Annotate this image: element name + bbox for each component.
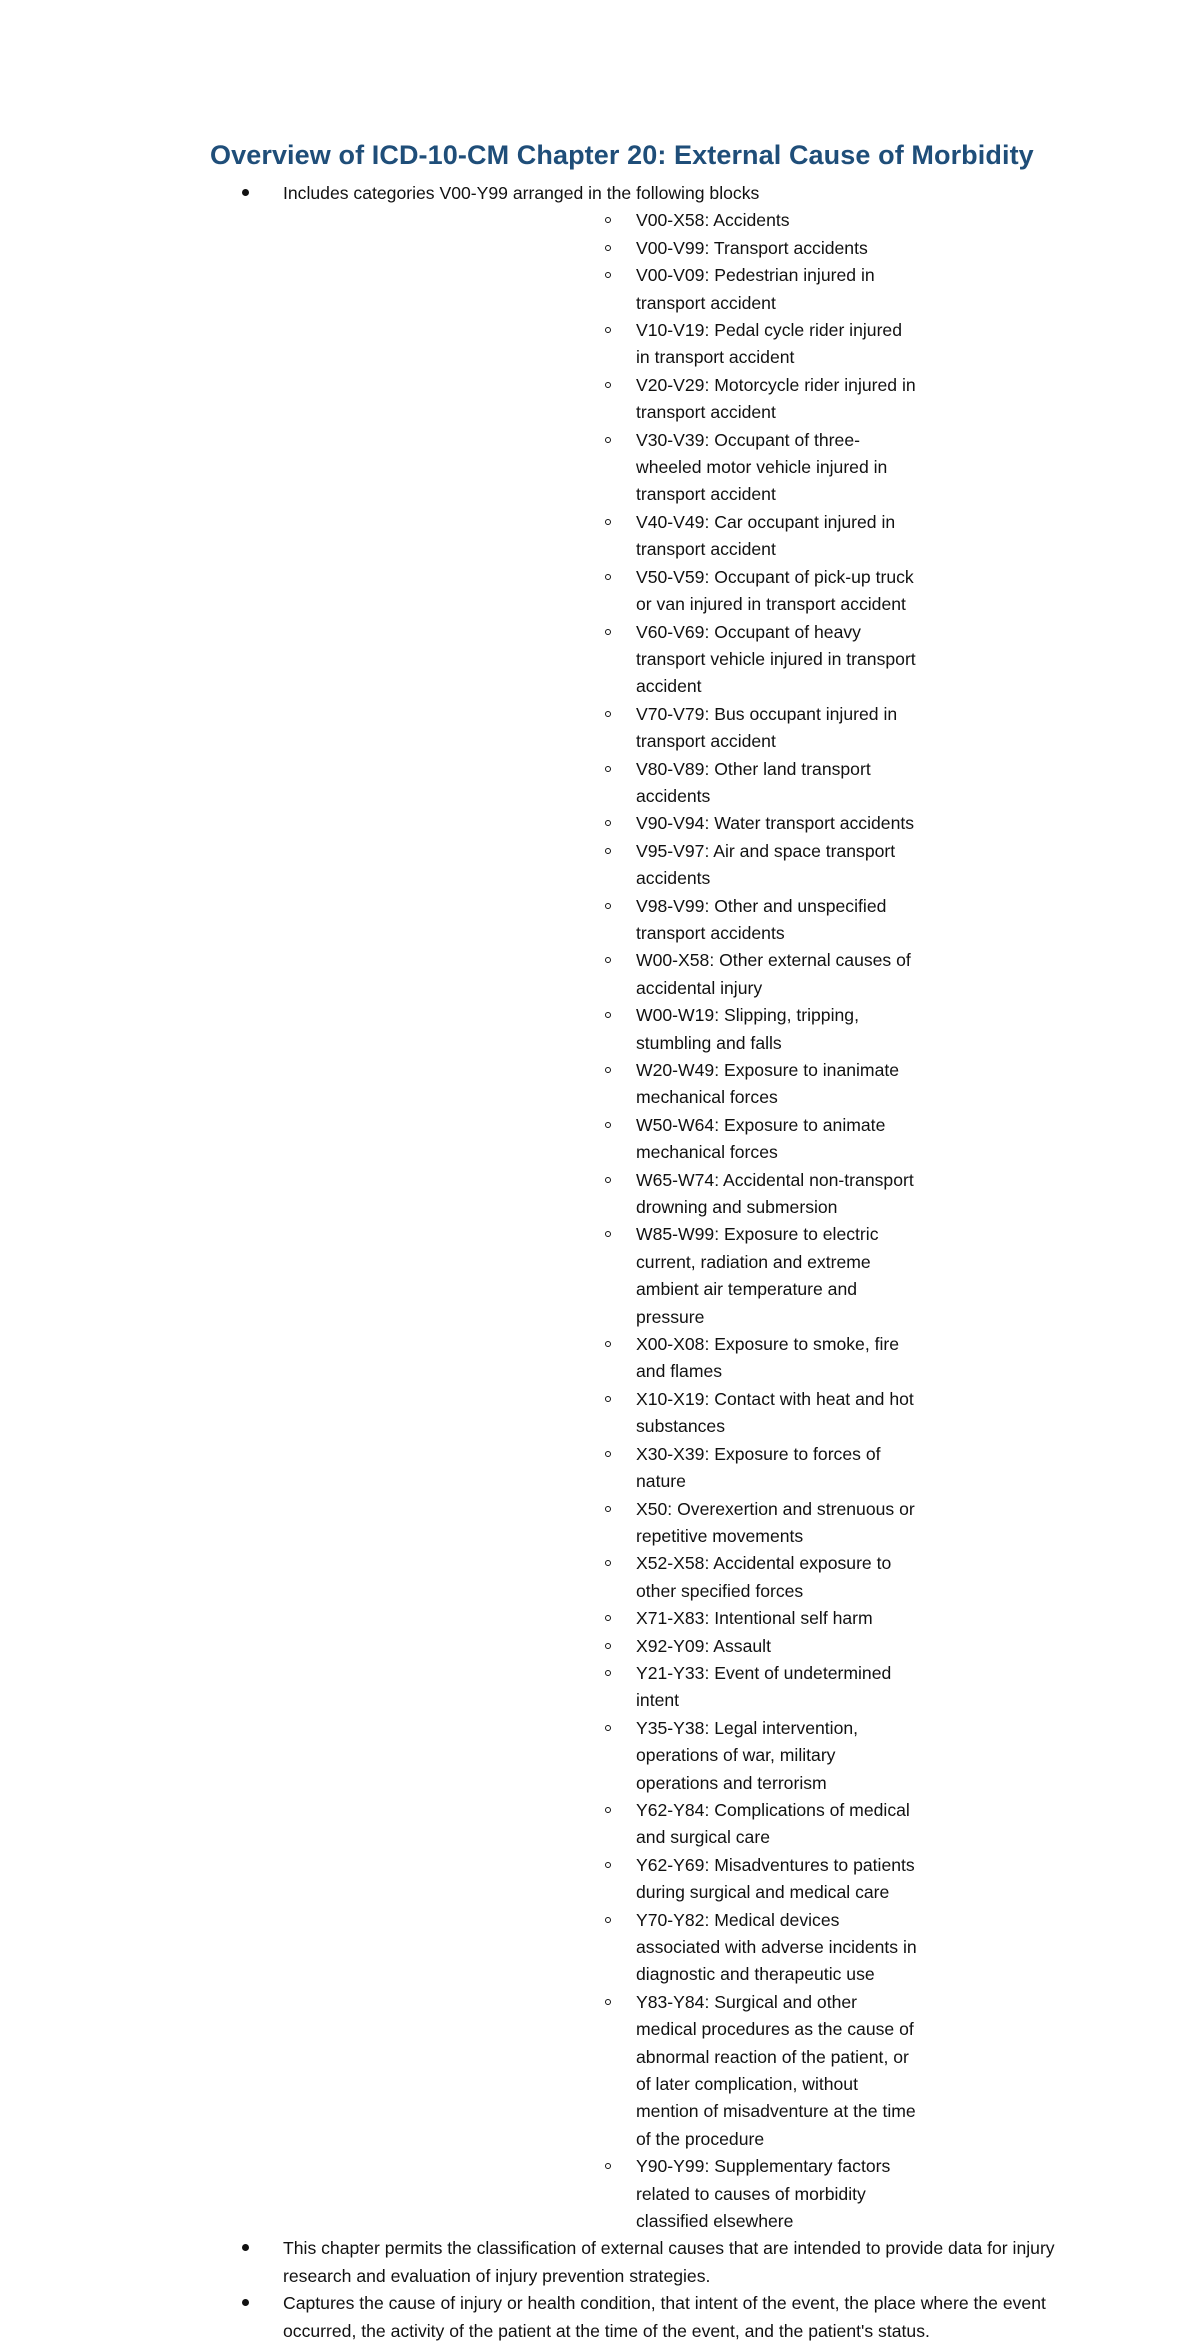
block-text: X92-Y09: Assault (636, 1635, 771, 1656)
bullet-icon (242, 2299, 249, 2306)
block-text: X52-X58: Accidental exposure to other specified forces (636, 1553, 892, 1601)
block-text: X10-X19: Contact with heat and hot substances (636, 1388, 914, 1437)
block-item (283, 317, 1060, 372)
block-item (283, 262, 1060, 317)
block-text: Y70-Y82: Medical devices associated with adverse incidents in diagnostic and therapeutic use (636, 1909, 917, 1985)
block-item (283, 947, 1060, 1002)
bullet-text: This chapter permits the classification of external causes that are intended to provide data for injury research and evaluation of injury prevention strategies. (283, 2238, 1055, 2286)
block-text: V70-V79: Bus occupant injured in transport accident (636, 703, 898, 752)
circle-bullet-icon (605, 1177, 611, 1183)
block-text: X50: Overexertion and strenuous or repetitive movements (636, 1498, 915, 1546)
block-text: Y35-Y38: Legal intervention, operations of war, military operations and terrorism (636, 1717, 859, 1793)
circle-bullet-icon (605, 629, 611, 635)
block-item (283, 1852, 1060, 1907)
block-item (283, 1331, 1060, 1386)
block-item (283, 1496, 1060, 1551)
block-text: V50-V59: Occupant of pick-up truck or van injured in transport accident (636, 566, 914, 615)
bullet-text: Captures the cause of injury or health condition, that intent of the event, the place where the event occurred, the activity of the patient at the time of the event, and the patient's status. (283, 2293, 1046, 2341)
block-text: Y62-Y69: Misadventures to patients during surgical and medical care (636, 1854, 915, 1903)
circle-bullet-icon (605, 1506, 611, 1512)
block-item (283, 427, 1060, 509)
block-text: W00-W19: Slipping, tripping, stumbling and falls (636, 1005, 859, 1053)
block-text: V30-V39: Occupant of three-wheeled motor vehicle injured in transport accident (636, 429, 888, 505)
circle-bullet-icon (605, 957, 611, 963)
block-item (283, 1112, 1060, 1167)
circle-bullet-icon (605, 437, 611, 443)
circle-bullet-icon (605, 519, 611, 525)
bullet-list (0, 180, 1200, 2345)
block-text: Y21-Y33: Event of undetermined intent (636, 1662, 892, 1711)
block-text: V20-V29: Motorcycle rider injured in transport accident (636, 374, 916, 423)
circle-bullet-icon (605, 382, 611, 388)
circle-bullet-icon (605, 1670, 611, 1676)
bullet-item (0, 180, 1200, 2235)
block-text: W00-X58: Other external causes of accidental injury (636, 950, 911, 998)
block-item (283, 838, 1060, 893)
block-item (283, 756, 1060, 811)
block-item (283, 701, 1060, 756)
bullet-icon (242, 2244, 249, 2251)
block-text: V40-V49: Car occupant injured in transport accident (636, 511, 896, 560)
circle-bullet-icon (605, 1012, 611, 1018)
circle-bullet-icon (605, 1560, 611, 1566)
block-item (283, 1167, 1060, 1222)
block-item (283, 1386, 1060, 1441)
circle-bullet-icon (605, 245, 611, 251)
block-text: W20-W49: Exposure to inanimate mechanical forces (636, 1060, 900, 1108)
block-text: X00-X08: Exposure to smoke, fire and flames (636, 1334, 900, 1382)
circle-bullet-icon (605, 1917, 611, 1923)
block-item (283, 1550, 1060, 1605)
block-list (283, 207, 1060, 2235)
document-body (0, 180, 1200, 2345)
block-item (283, 207, 1060, 234)
block-text: V60-V69: Occupant of heavy transport vehicle injured in transport accident (636, 621, 916, 697)
block-text: V00-X58: Accidents (636, 210, 790, 231)
block-text: W65-W74: Accidental non-transport drowning and submersion (636, 1169, 914, 1218)
block-item (283, 1907, 1060, 1989)
block-text: W85-W99: Exposure to electric current, radiation and extreme ambient air temperature and pressure (636, 1224, 879, 1327)
circle-bullet-icon (605, 1725, 611, 1731)
circle-bullet-icon (605, 1122, 611, 1128)
circle-bullet-icon (605, 217, 611, 223)
circle-bullet-icon (605, 711, 611, 717)
block-text: V10-V19: Pedal cycle rider injured in transport accident (636, 320, 903, 368)
block-text: V00-V99: Transport accidents (636, 237, 868, 258)
block-item (283, 564, 1060, 619)
block-item (283, 810, 1060, 837)
block-item (283, 372, 1060, 427)
block-text: V90-V94: Water transport accidents (636, 813, 915, 834)
circle-bullet-icon (605, 574, 611, 580)
block-item (283, 2153, 1060, 2235)
bullet-icon (242, 189, 249, 196)
circle-bullet-icon (605, 1451, 611, 1457)
circle-bullet-icon (605, 1067, 611, 1073)
circle-bullet-icon (605, 1615, 611, 1621)
block-text: W50-W64: Exposure to animate mechanical forces (636, 1114, 886, 1163)
bullet-item (0, 2290, 1200, 2345)
block-item (283, 1989, 1060, 2153)
block-item (283, 619, 1060, 701)
circle-bullet-icon (605, 1341, 611, 1347)
block-text: X71-X83: Intentional self harm (636, 1608, 873, 1629)
block-item (283, 1002, 1060, 1057)
block-item (283, 1715, 1060, 1797)
block-text: X30-X39: Exposure to forces of nature (636, 1443, 881, 1492)
block-item (283, 1057, 1060, 1112)
circle-bullet-icon (605, 272, 611, 278)
bullet-item (0, 2235, 1200, 2290)
circle-bullet-icon (605, 766, 611, 772)
circle-bullet-icon (605, 1643, 611, 1649)
circle-bullet-icon (605, 848, 611, 854)
bullet-text: Includes categories V00-Y99 arranged in the following blocks (283, 183, 760, 203)
block-text: Y90-Y99: Supplementary factors related to causes of morbidity classified elsewhere (636, 2156, 891, 2232)
circle-bullet-icon (605, 903, 611, 909)
block-item (283, 1660, 1060, 1715)
block-item (283, 235, 1060, 262)
page-title: Overview of ICD-10-CM Chapter 20: External Cause of Morbidity (210, 140, 1034, 170)
circle-bullet-icon (605, 327, 611, 333)
circle-bullet-icon (605, 1862, 611, 1868)
block-item (283, 1221, 1060, 1331)
circle-bullet-icon (605, 820, 611, 826)
block-text: V95-V97: Air and space transport accidents (636, 840, 896, 889)
circle-bullet-icon (605, 1231, 611, 1237)
circle-bullet-icon (605, 1396, 611, 1402)
block-item (283, 509, 1060, 564)
block-item (283, 1441, 1060, 1496)
block-text: V98-V99: Other and unspecified transport accidents (636, 895, 887, 943)
block-item (283, 893, 1060, 948)
circle-bullet-icon (605, 1999, 611, 2005)
block-item (283, 1797, 1060, 1852)
circle-bullet-icon (605, 2163, 611, 2169)
block-text: V00-V09: Pedestrian injured in transport accident (636, 265, 875, 313)
block-item (283, 1633, 1060, 1660)
block-text: Y83-Y84: Surgical and other medical procedures as the cause of abnormal reaction of the patient, or of later complication, without mention of misadventure at the time of the procedure (636, 1991, 916, 2149)
circle-bullet-icon (605, 1807, 611, 1813)
block-text: V80-V89: Other land transport accidents (636, 758, 871, 806)
block-text: Y62-Y84: Complications of medical and surgical care (636, 1799, 910, 1848)
block-item (283, 1605, 1060, 1632)
